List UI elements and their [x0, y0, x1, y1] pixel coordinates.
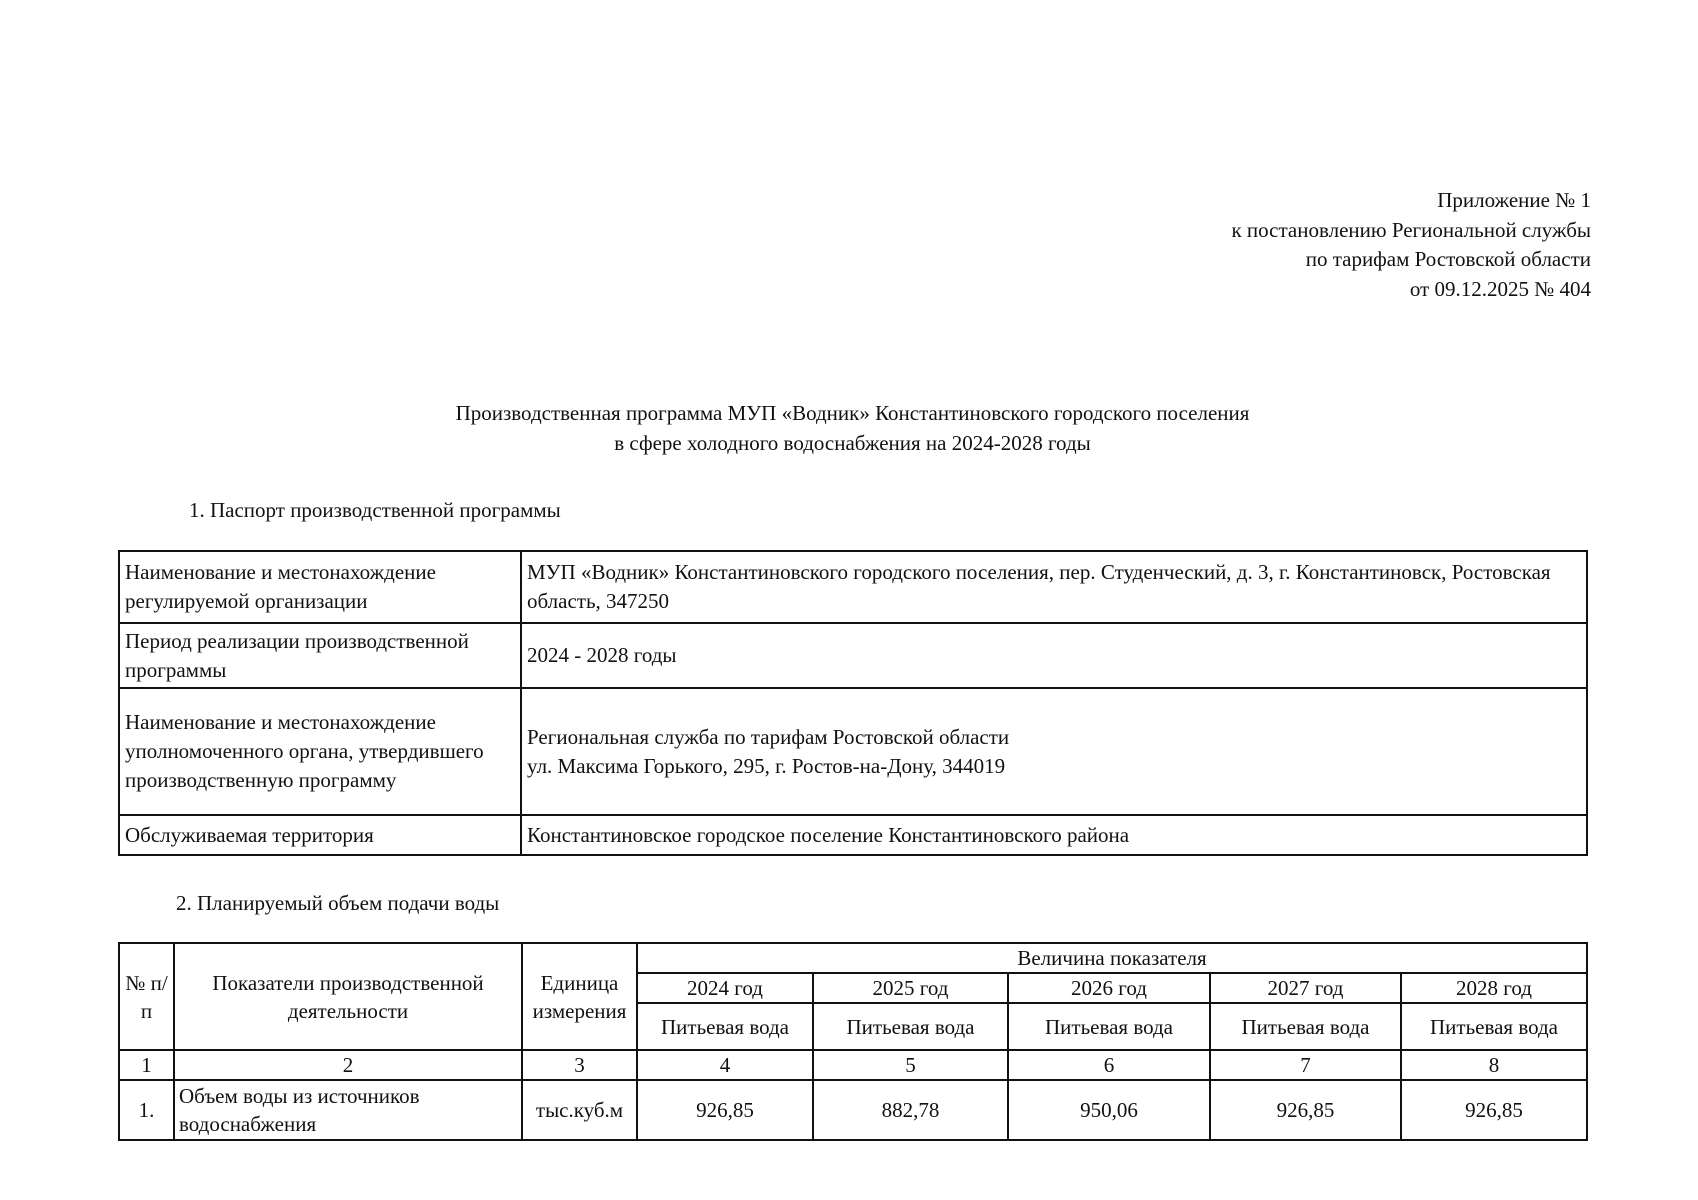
table-row — [119, 551, 1587, 623]
header-water-type: Питьевая вода — [813, 1003, 1008, 1050]
row-indicator: Объем воды из источников водоснабжения — [174, 1080, 522, 1140]
header-year: 2024 год — [637, 973, 813, 1003]
header-water-type: Питьевая вода — [637, 1003, 813, 1050]
table-row — [119, 623, 1587, 688]
header-year: 2025 год — [813, 973, 1008, 1003]
header-water-type: Питьевая вода — [1401, 1003, 1587, 1050]
column-number: 5 — [813, 1050, 1008, 1080]
passport-value-line-1: Региональная служба по тарифам Ростовской области — [527, 724, 1010, 749]
passport-value: МУП «Водник» Константиновского городского поселения, пер. Студенческий, д. 3, г. Константиновск, Ростовская область, 347250 — [521, 551, 1587, 623]
header-year: 2026 год — [1008, 973, 1210, 1003]
row-value: 926,85 — [1210, 1080, 1401, 1140]
passport-value — [521, 688, 1587, 815]
passport-label: Наименование и местонахождение уполномоченного органа, утвердившего производственную программу — [119, 688, 521, 815]
table-row — [119, 1080, 1587, 1140]
appendix-line-2: к постановлению Региональной службы — [1231, 217, 1591, 242]
document-title — [0, 399, 1698, 458]
column-number-row — [119, 1050, 1587, 1080]
column-number: 4 — [637, 1050, 813, 1080]
passport-table — [118, 550, 1588, 856]
header-water-type: Питьевая вода — [1210, 1003, 1401, 1050]
passport-value: 2024 - 2028 годы — [521, 623, 1587, 688]
appendix-line-4: от 09.12.2025 № 404 — [1409, 276, 1591, 301]
title-line-2: в сфере холодного водоснабжения на 2024-2028 годы — [614, 430, 1091, 455]
header-water-type: Питьевая вода — [1008, 1003, 1210, 1050]
volume-table — [118, 942, 1588, 1141]
appendix-line-1: Приложение № 1 — [1437, 188, 1591, 212]
row-value: 926,85 — [1401, 1080, 1587, 1140]
header-value-group: Величина показателя — [637, 943, 1587, 973]
passport-label: Период реализации производственной программы — [119, 623, 521, 688]
section-1-heading: 1. Паспорт производственной программы — [189, 498, 561, 522]
passport-label: Обслуживаемая территория — [119, 815, 521, 855]
title-line-1: Производственная программа МУП «Водник» Константиновского городского поселения — [455, 401, 1250, 425]
column-number: 3 — [522, 1050, 637, 1080]
table-row — [119, 688, 1587, 815]
column-number: 6 — [1008, 1050, 1210, 1080]
row-value: 950,06 — [1008, 1080, 1210, 1140]
header-year: 2027 год — [1210, 973, 1401, 1003]
table-row — [119, 815, 1587, 855]
header-indicator: Показатели производственной деятельности — [174, 943, 522, 1050]
appendix-header — [1231, 186, 1591, 304]
passport-value: Константиновское городское поселение Константиновского района — [521, 815, 1587, 855]
header-unit: Единица измерения — [522, 943, 637, 1050]
column-number: 2 — [174, 1050, 522, 1080]
passport-value-line-2: ул. Максима Горького, 295, г. Ростов-на-Дону, 344019 — [527, 753, 1006, 778]
row-value: 926,85 — [637, 1080, 813, 1140]
header-num: № п/п — [119, 943, 174, 1050]
row-value: 882,78 — [813, 1080, 1008, 1140]
section-2-heading: 2. Планируемый объем подачи воды — [176, 891, 500, 915]
header-year: 2028 год — [1401, 973, 1587, 1003]
passport-label: Наименование и местонахождение регулируемой организации — [119, 551, 521, 623]
column-number: 8 — [1401, 1050, 1587, 1080]
row-num: 1. — [119, 1080, 174, 1140]
appendix-line-3: по тарифам Ростовской области — [1305, 247, 1591, 271]
table-header-row — [119, 943, 1587, 973]
row-unit: тыс.куб.м — [522, 1080, 637, 1140]
column-number: 1 — [119, 1050, 174, 1080]
column-number: 7 — [1210, 1050, 1401, 1080]
